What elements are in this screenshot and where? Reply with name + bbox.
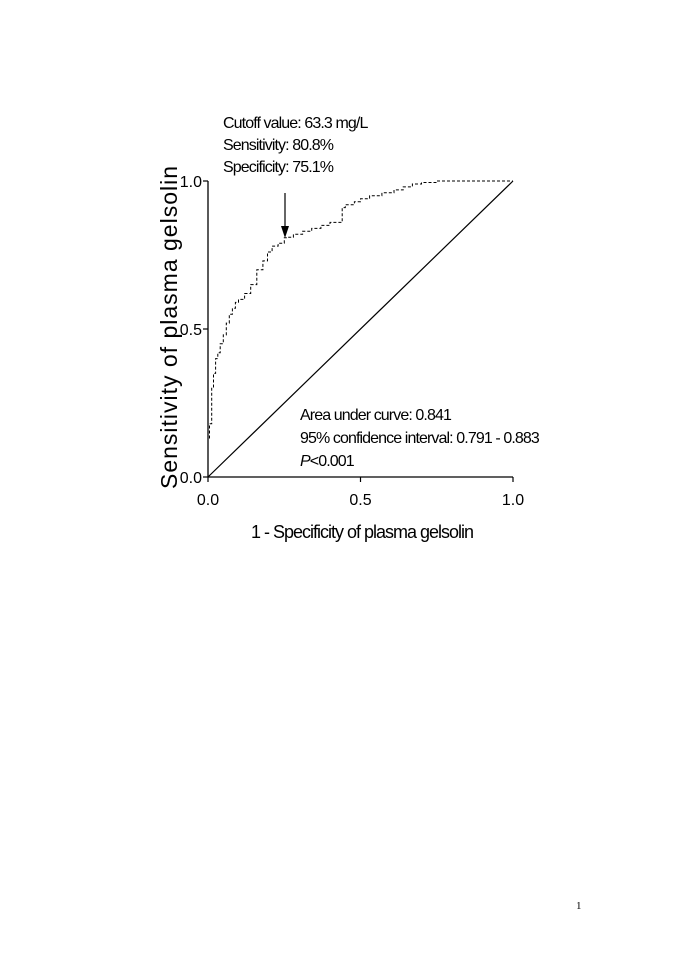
cutoff-arrow <box>281 193 289 238</box>
x-tick-label: 0.0 <box>196 492 220 509</box>
ci-text: 95% confidence interval: 0.791 - 0.883 <box>300 430 539 447</box>
page-number: 1 <box>576 900 582 912</box>
y-tick-label: 0.5 <box>179 322 202 339</box>
x-axis-label: 1 - Specificity of plasma gelsolin <box>250 522 474 542</box>
y-tick-label: 1.0 <box>179 174 202 191</box>
auc-text: Area under curve: 0.841 <box>300 407 451 424</box>
p-symbol: P <box>300 453 310 470</box>
cutoff-sensitivity-text: Sensitivity: 80.8% <box>223 137 334 154</box>
cutoff-specificity-text: Specificity: 75.1% <box>223 159 334 176</box>
cutoff-value-text: Cutoff value: 63.3 mg/L <box>223 115 368 132</box>
p-value-text <box>300 453 355 470</box>
x-tick-label: 1.0 <box>501 492 525 509</box>
x-tick-label: 0.5 <box>349 492 372 509</box>
p-value: <0.001 <box>309 453 354 470</box>
y-axis-label: Sensitivity of plasma gelsolin <box>156 164 182 490</box>
y-tick-label: 0.0 <box>179 470 202 487</box>
